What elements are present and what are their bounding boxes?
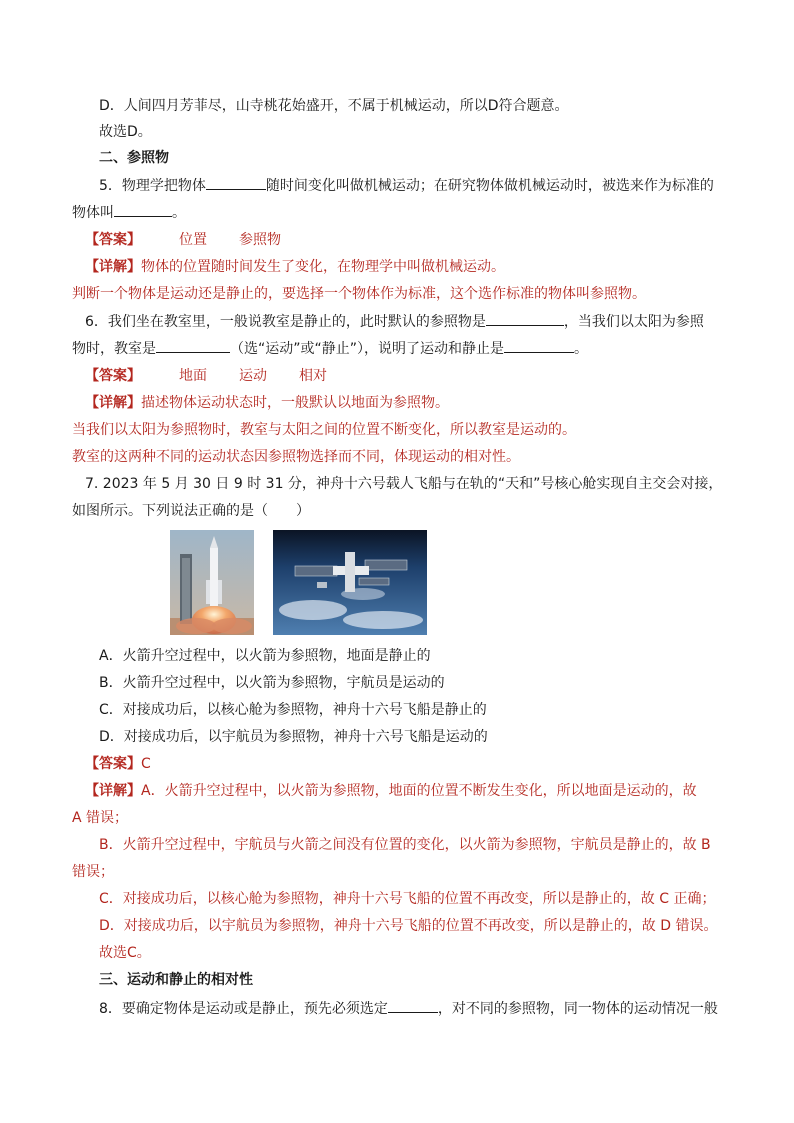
answer-label: 【答案】: [85, 368, 141, 384]
q6-text-c: 物时，教室是: [72, 341, 156, 357]
question-6-line2: [72, 338, 588, 359]
q7-detail-b2: 错误；: [72, 864, 114, 880]
q5-answer-2: 参照物: [239, 232, 281, 248]
q6-blank-3: [504, 338, 574, 353]
q7-option-b: B．火箭升空过程中，以火箭为参照物，宇航员是运动的: [99, 675, 445, 691]
q8-text-a: 8．要确定物体是运动或是静止，预先必须选定: [99, 1001, 388, 1017]
q6-answer: [85, 366, 327, 386]
answer-label: 【答案】: [85, 232, 141, 248]
q5-text-a: 5．物理学把物体: [99, 178, 206, 194]
q7-detail-b1: B．火箭升空过程中，宇航员与火箭之间没有位置的变化，以火箭为参照物，宇航员是静止的，故 B: [99, 837, 711, 853]
q8-text-b: ，对不同的参照物，同一物体的运动情况一般: [437, 1001, 718, 1017]
section-heading-relativity: 三、运动和静止的相对性: [99, 972, 253, 988]
q5-text-b: 随时间变化叫做机械运动；在研究物体做机械运动时，被选来作为标准的: [265, 178, 714, 194]
question-7-line1: 7. 2023 年 5 月 30 日 9 时 31 分，神舟十六号载人飞船与在轨的“天和”号核心舱实现自主交会对接，: [85, 476, 723, 492]
space-station-photo: [273, 530, 427, 635]
q6-answer-3: 相对: [299, 368, 327, 384]
question-5-line2: [72, 202, 186, 223]
q5-detail-text-1: 物体的位置随时间发生了变化，在物理学中叫做机械运动。: [141, 259, 505, 275]
section-heading-reference: 二、参照物: [99, 150, 169, 166]
q6-answer-1: 地面: [179, 368, 207, 384]
detail-label: 【详解】: [85, 395, 141, 411]
q6-blank-2: [156, 338, 230, 353]
q5-answer-1: 位置: [179, 232, 207, 248]
q7-option-d: D．对接成功后，以宇航员为参照物，神舟十六号飞船是运动的: [99, 729, 488, 745]
q6-detail-text-1: 描述物体运动状态时，一般默认以地面为参照物。: [141, 395, 449, 411]
question-6-line1: [85, 311, 704, 332]
question-7-line2: 如图所示。下列说法正确的是（ ）: [72, 503, 310, 519]
detail-label: 【详解】: [85, 259, 141, 275]
rocket-icon: [170, 530, 254, 635]
q5-text-d: 。: [172, 205, 186, 221]
answer-label: 【答案】: [85, 756, 141, 772]
q7-detail-a2: A 错误；: [72, 810, 129, 826]
rocket-launch-photo: [170, 530, 254, 635]
q7-answer-value: C: [141, 756, 151, 772]
q6-answer-2: 运动: [239, 368, 267, 384]
q6-text-a: 6．我们坐在教室里，一般说教室是静止的，此时默认的参照物是: [85, 314, 486, 330]
q7-detail-a-text: A．火箭升空过程中，以火箭为参照物，地面的位置不断发生变化，所以地面是运动的，故: [141, 783, 697, 799]
q7-detail-c: C．对接成功后，以核心舱为参照物，神舟十六号飞船的位置不再改变，所以是静止的，故 C 正确；: [99, 891, 716, 907]
q8-blank-1: [388, 998, 438, 1013]
q5-blank-1: [206, 175, 266, 190]
detail-label: 【详解】: [85, 783, 141, 799]
question-5-line1: [99, 175, 714, 196]
q5-text-c: 物体叫: [72, 205, 114, 221]
q7-detail-a1: [85, 781, 697, 801]
q5-detail-1: [85, 257, 505, 277]
space-station-icon: [273, 530, 427, 635]
q6-text-e: 。: [574, 341, 589, 357]
q6-blank-1: [486, 311, 564, 326]
option-d-text: D．人间四月芳菲尽，山寺桃花始盛开，不属于机械运动，所以D符合题意。: [99, 98, 569, 114]
q6-detail-3: 教室的这两种不同的运动状态因参照物选择而不同，体现运动的相对性。: [72, 449, 520, 465]
q6-text-d: （选“运动”或“静止”），说明了运动和静止是: [230, 341, 505, 357]
q7-option-c: C．对接成功后，以核心舱为参照物，神舟十六号飞船是静止的: [99, 702, 487, 718]
q6-detail-2: 当我们以太阳为参照物时，教室与太阳之间的位置不断变化，所以教室是运动的。: [72, 422, 576, 438]
q7-answer: [85, 754, 151, 774]
q5-answer: [85, 230, 281, 250]
q7-choose-c: 故选C。: [99, 945, 151, 961]
choose-d: 故选D。: [99, 124, 152, 140]
q6-detail-1: [85, 393, 449, 413]
q7-option-a: A．火箭升空过程中，以火箭为参照物，地面是静止的: [99, 648, 431, 664]
q5-detail-2: 判断一个物体是运动还是静止的，要选择一个物体作为标准，这个选作标准的物体叫参照物。: [72, 286, 646, 302]
q6-text-b: ，当我们以太阳为参照: [563, 314, 704, 330]
q5-blank-2: [114, 202, 172, 217]
question-8-line1: [99, 998, 718, 1019]
q7-detail-d: D．对接成功后，以宇航员为参照物，神舟十六号飞船的位置不再改变，所以是静止的，故 D 错误。: [99, 918, 718, 934]
